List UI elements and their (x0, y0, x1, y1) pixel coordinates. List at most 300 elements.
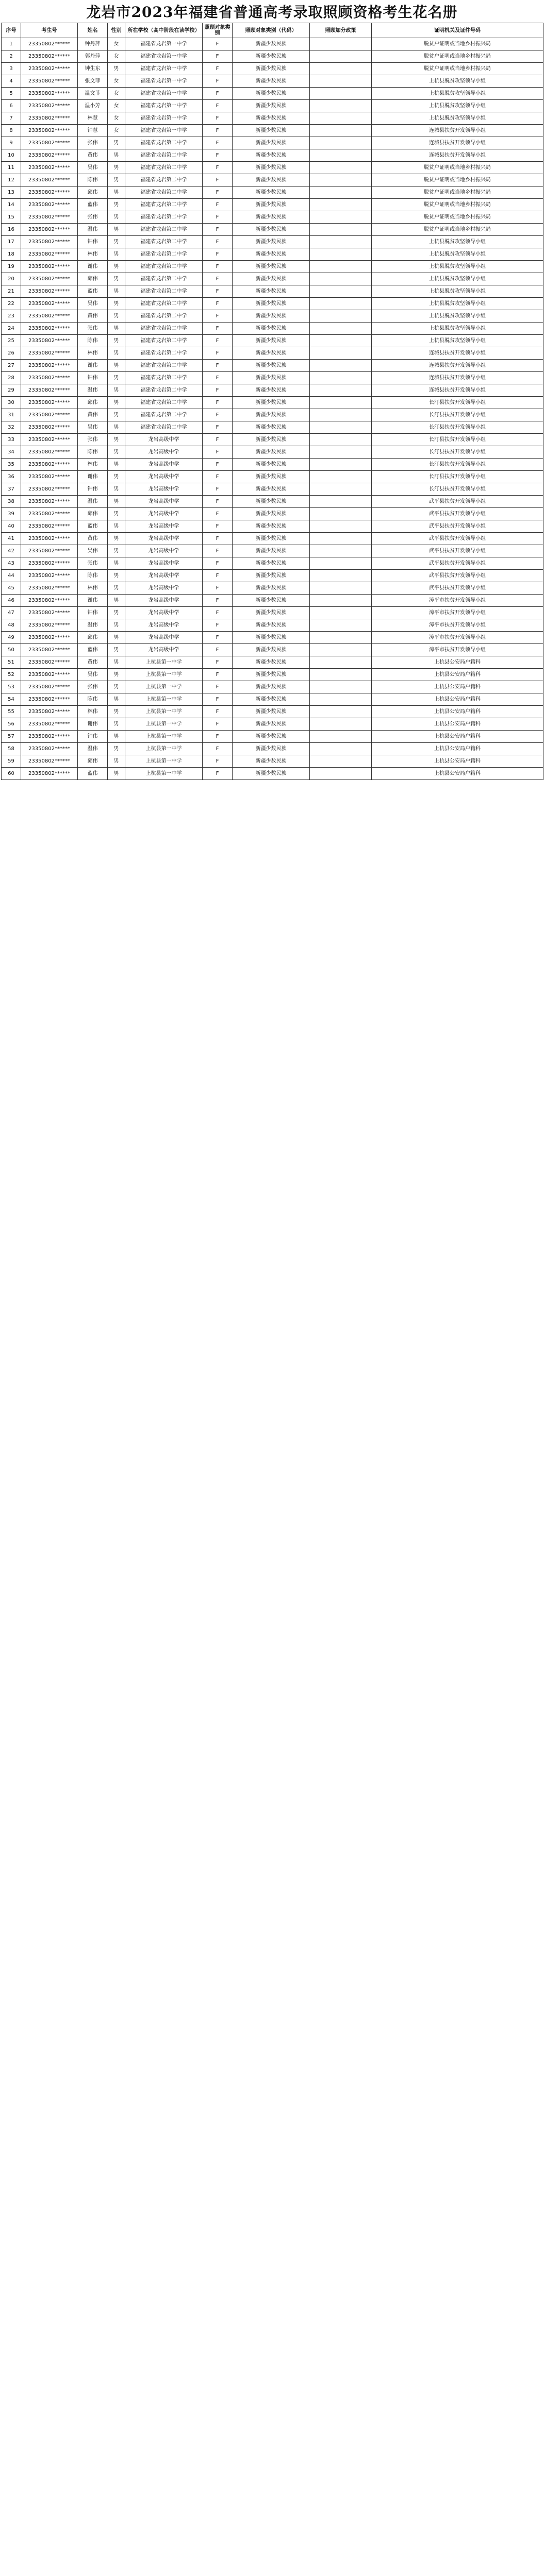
table-cell: 福建省龙岩第二中学 (125, 261, 203, 273)
table-cell: 38 (2, 496, 21, 508)
table-cell: 长汀县扶贫开发领导小组 (372, 446, 543, 459)
table-cell: 32 (2, 421, 21, 434)
table-cell: 新疆少数民族 (233, 520, 310, 533)
table-cell: F (203, 508, 233, 520)
table-cell (310, 298, 372, 310)
table-cell: F (203, 211, 233, 224)
table-cell: 男 (108, 360, 125, 372)
table-cell: 男 (108, 248, 125, 261)
table-cell: 新疆少数民族 (233, 446, 310, 459)
table-cell: 福建省龙岩第二中学 (125, 273, 203, 285)
table-cell: 福建省龙岩第二中学 (125, 335, 203, 347)
table-cell: 23350802****** (21, 459, 78, 471)
table-cell: 武平县扶贫开发领导小组 (372, 582, 543, 595)
table-cell (310, 669, 372, 681)
table-cell: 23350802****** (21, 669, 78, 681)
table-cell: 福建省龙岩第二中学 (125, 409, 203, 421)
table-cell (310, 187, 372, 199)
table-cell: 龙岩高级中学 (125, 434, 203, 446)
table-cell: 男 (108, 409, 125, 421)
table-cell: 23350802****** (21, 63, 78, 75)
table-row (2, 384, 543, 397)
table-cell: 新疆少数民族 (233, 570, 310, 582)
table-cell: 新疆少数民族 (233, 347, 310, 360)
table-cell: 钟伟 (78, 607, 108, 619)
table-cell: 23350802****** (21, 211, 78, 224)
table-cell: F (203, 632, 233, 644)
roster-table (1, 23, 543, 780)
table-cell: 男 (108, 582, 125, 595)
table-cell (310, 533, 372, 545)
column-header: 照顾对象类别 (203, 23, 233, 38)
table-cell: 吴伟 (78, 298, 108, 310)
table-cell: 新疆少数民族 (233, 619, 310, 632)
table-cell: 张伟 (78, 323, 108, 335)
table-cell: 男 (108, 199, 125, 211)
table-row (2, 570, 543, 582)
table-row (2, 38, 543, 50)
table-cell: 新疆少数民族 (233, 743, 310, 755)
table-cell: 10 (2, 149, 21, 162)
table-cell: 龙岩高级中学 (125, 570, 203, 582)
table-cell: 温文菲 (78, 88, 108, 100)
table-cell: 福建省龙岩第二中学 (125, 347, 203, 360)
table-cell: 吴伟 (78, 669, 108, 681)
table-cell: 邱伟 (78, 187, 108, 199)
table-cell: 上杭县脱贫攻坚领导小组 (372, 112, 543, 125)
table-cell (310, 582, 372, 595)
table-cell: F (203, 607, 233, 619)
table-cell: 13 (2, 187, 21, 199)
column-header: 考生号 (21, 23, 78, 38)
table-cell: 福建省龙岩第二中学 (125, 360, 203, 372)
table-cell: F (203, 88, 233, 100)
table-cell: 男 (108, 557, 125, 570)
table-cell: 23350802****** (21, 755, 78, 768)
table-cell: 23350802****** (21, 508, 78, 520)
table-row (2, 360, 543, 372)
table-cell: 23350802****** (21, 582, 78, 595)
table-cell (310, 236, 372, 248)
table-cell: 23350802****** (21, 112, 78, 125)
table-cell: 上杭县公安局户籍科 (372, 718, 543, 731)
table-cell: 新疆少数民族 (233, 693, 310, 706)
table-cell: 上杭县第一中学 (125, 755, 203, 768)
table-cell: 漳平市扶贫开发领导小组 (372, 607, 543, 619)
table-cell: 23350802****** (21, 619, 78, 632)
table-cell: 23350802****** (21, 471, 78, 483)
table-cell: 51 (2, 656, 21, 669)
table-cell: 龙岩高级中学 (125, 557, 203, 570)
table-cell: 新疆少数民族 (233, 162, 310, 174)
table-cell: 23350802****** (21, 137, 78, 149)
table-row (2, 582, 543, 595)
table-row (2, 743, 543, 755)
table-cell: 53 (2, 681, 21, 693)
table-cell: 29 (2, 384, 21, 397)
table-cell: 脱贫户证明或当地乡村振兴局 (372, 199, 543, 211)
table-cell: 温伟 (78, 496, 108, 508)
table-cell: 60 (2, 768, 21, 780)
table-cell: 23350802****** (21, 38, 78, 50)
table-cell: 福建省龙岩第一中学 (125, 88, 203, 100)
column-header: 照顾对象类别（代码） (233, 23, 310, 38)
table-cell: 温小芳 (78, 100, 108, 112)
table-cell: F (203, 397, 233, 409)
table-cell: 男 (108, 347, 125, 360)
table-cell: 张伟 (78, 557, 108, 570)
table-cell: 30 (2, 397, 21, 409)
column-header: 姓名 (78, 23, 108, 38)
table-cell: 脱贫户证明或当地乡村振兴局 (372, 211, 543, 224)
table-cell: 2 (2, 50, 21, 63)
table-cell: 男 (108, 706, 125, 718)
table-cell: 23350802****** (21, 557, 78, 570)
table-cell (310, 199, 372, 211)
table-cell: 漳平市扶贫开发领导小组 (372, 644, 543, 656)
table-cell: F (203, 434, 233, 446)
table-cell: 女 (108, 50, 125, 63)
table-cell: 上杭县脱贫攻坚领导小组 (372, 75, 543, 88)
table-cell: 7 (2, 112, 21, 125)
table-cell: F (203, 446, 233, 459)
table-cell: 男 (108, 162, 125, 174)
table-cell (310, 100, 372, 112)
table-cell: 上杭县脱贫攻坚领导小组 (372, 100, 543, 112)
table-cell: F (203, 570, 233, 582)
table-cell: 郭丹萍 (78, 50, 108, 63)
table-cell: 1 (2, 38, 21, 50)
table-cell: F (203, 261, 233, 273)
table-cell: 男 (108, 174, 125, 187)
table-cell: 脱贫户证明或当地乡村振兴局 (372, 38, 543, 50)
table-cell: 男 (108, 595, 125, 607)
table-cell (310, 88, 372, 100)
table-cell: 陈伟 (78, 446, 108, 459)
table-cell: 男 (108, 323, 125, 335)
table-cell: 49 (2, 632, 21, 644)
table-cell: 男 (108, 298, 125, 310)
table-cell: 男 (108, 63, 125, 75)
table-cell: 上杭县脱贫攻坚领导小组 (372, 323, 543, 335)
table-cell (310, 471, 372, 483)
table-cell: 新疆少数民族 (233, 63, 310, 75)
table-cell: 40 (2, 520, 21, 533)
table-cell: F (203, 533, 233, 545)
table-cell: 男 (108, 273, 125, 285)
table-cell: 新疆少数民族 (233, 174, 310, 187)
table-cell (310, 409, 372, 421)
table-cell: 37 (2, 483, 21, 496)
table-cell: 男 (108, 285, 125, 298)
table-cell: 福建省龙岩第一中学 (125, 75, 203, 88)
table-cell: F (203, 162, 233, 174)
table-cell: 23350802****** (21, 632, 78, 644)
table-cell: 新疆少数民族 (233, 471, 310, 483)
table-cell: 23350802****** (21, 533, 78, 545)
table-cell: F (203, 112, 233, 125)
table-cell: 23350802****** (21, 88, 78, 100)
table-cell: 钟丹萍 (78, 38, 108, 50)
table-row (2, 285, 543, 298)
table-cell: 陈伟 (78, 570, 108, 582)
table-cell: 福建省龙岩第一中学 (125, 38, 203, 50)
table-cell: 男 (108, 545, 125, 557)
table-cell: 新疆少数民族 (233, 607, 310, 619)
table-cell: 新疆少数民族 (233, 595, 310, 607)
table-cell: 15 (2, 211, 21, 224)
table-cell: 39 (2, 508, 21, 520)
table-cell: 23350802****** (21, 384, 78, 397)
table-cell: 武平县扶贫开发领导小组 (372, 508, 543, 520)
table-cell: 新疆少数民族 (233, 88, 310, 100)
table-cell (310, 595, 372, 607)
table-cell: 男 (108, 743, 125, 755)
table-cell: 龙岩高级中学 (125, 619, 203, 632)
table-cell: F (203, 273, 233, 285)
table-cell: 新疆少数民族 (233, 323, 310, 335)
table-row (2, 768, 543, 780)
table-cell: 23350802****** (21, 409, 78, 421)
table-row (2, 100, 543, 112)
table-cell (310, 619, 372, 632)
table-cell: 新疆少数民族 (233, 335, 310, 347)
table-cell: 新疆少数民族 (233, 768, 310, 780)
table-cell: 23350802****** (21, 125, 78, 137)
table-cell (310, 347, 372, 360)
table-cell: 蓝伟 (78, 520, 108, 533)
table-row (2, 607, 543, 619)
table-cell: 男 (108, 224, 125, 236)
table-cell: 上杭县第一中学 (125, 693, 203, 706)
table-cell: 新疆少数民族 (233, 261, 310, 273)
table-cell: 新疆少数民族 (233, 669, 310, 681)
table-cell: 5 (2, 88, 21, 100)
table-cell: 36 (2, 471, 21, 483)
table-cell: 连城县扶贫开发领导小组 (372, 149, 543, 162)
table-cell: 23350802****** (21, 236, 78, 248)
table-cell: 26 (2, 347, 21, 360)
table-cell: 邱伟 (78, 508, 108, 520)
table-cell: 温伟 (78, 224, 108, 236)
table-cell: F (203, 298, 233, 310)
table-cell: 林伟 (78, 347, 108, 360)
table-cell (310, 644, 372, 656)
table-cell: 女 (108, 100, 125, 112)
table-cell: 35 (2, 459, 21, 471)
table-cell: 福建省龙岩第一中学 (125, 112, 203, 125)
table-cell: 新疆少数民族 (233, 656, 310, 669)
table-cell: 武平县扶贫开发领导小组 (372, 570, 543, 582)
table-cell: 27 (2, 360, 21, 372)
table-cell: F (203, 50, 233, 63)
table-cell: 22 (2, 298, 21, 310)
table-cell (310, 656, 372, 669)
table-cell: 新疆少数民族 (233, 421, 310, 434)
table-cell: 福建省龙岩第二中学 (125, 137, 203, 149)
table-cell: 新疆少数民族 (233, 545, 310, 557)
table-cell: F (203, 681, 233, 693)
table-cell: 脱贫户证明或当地乡村振兴局 (372, 224, 543, 236)
table-cell: 长汀县扶贫开发领导小组 (372, 409, 543, 421)
table-cell (310, 483, 372, 496)
table-cell: 连城县扶贫开发领导小组 (372, 125, 543, 137)
table-cell: 上杭县脱贫攻坚领导小组 (372, 285, 543, 298)
table-cell: F (203, 125, 233, 137)
table-cell (310, 162, 372, 174)
table-cell: 23350802****** (21, 607, 78, 619)
table-cell: 新疆少数民族 (233, 434, 310, 446)
table-cell: 23350802****** (21, 644, 78, 656)
table-row (2, 545, 543, 557)
table-row (2, 508, 543, 520)
table-cell: 23350802****** (21, 693, 78, 706)
table-cell: 福建省龙岩第二中学 (125, 236, 203, 248)
table-cell: 55 (2, 706, 21, 718)
table-cell: 上杭县第一中学 (125, 706, 203, 718)
table-row (2, 681, 543, 693)
table-cell: 龙岩高级中学 (125, 582, 203, 595)
table-cell: 上杭县脱贫攻坚领导小组 (372, 298, 543, 310)
table-cell: 龙岩高级中学 (125, 446, 203, 459)
table-cell: 林伟 (78, 459, 108, 471)
table-cell (310, 607, 372, 619)
table-cell: 男 (108, 236, 125, 248)
table-cell: 男 (108, 533, 125, 545)
table-cell: 谢伟 (78, 360, 108, 372)
table-cell (310, 248, 372, 261)
table-cell: 21 (2, 285, 21, 298)
table-cell: 男 (108, 137, 125, 149)
table-cell: 23350802****** (21, 434, 78, 446)
table-cell: F (203, 656, 233, 669)
table-cell: 23350802****** (21, 100, 78, 112)
table-cell: 武平县扶贫开发领导小组 (372, 520, 543, 533)
table-cell: 45 (2, 582, 21, 595)
table-cell (310, 261, 372, 273)
table-cell: 脱贫户证明或当地乡村振兴局 (372, 50, 543, 63)
table-cell: F (203, 310, 233, 323)
table-cell: 长汀县扶贫开发领导小组 (372, 421, 543, 434)
table-cell: 谢伟 (78, 595, 108, 607)
table-cell: 23350802****** (21, 149, 78, 162)
table-row (2, 409, 543, 421)
table-cell: 新疆少数民族 (233, 38, 310, 50)
table-cell: 上杭县公安局户籍科 (372, 693, 543, 706)
table-cell (310, 508, 372, 520)
table-cell (310, 693, 372, 706)
column-header: 证明机关及证件号码 (372, 23, 543, 38)
table-cell: 23 (2, 310, 21, 323)
table-row (2, 520, 543, 533)
table-cell (310, 211, 372, 224)
table-cell: F (203, 174, 233, 187)
table-cell: F (203, 706, 233, 718)
table-cell: F (203, 483, 233, 496)
table-row (2, 187, 543, 199)
table-cell: 男 (108, 755, 125, 768)
table-cell: F (203, 718, 233, 731)
table-cell: 17 (2, 236, 21, 248)
table-cell: 56 (2, 718, 21, 731)
table-cell: 林伟 (78, 706, 108, 718)
table-cell: 武平县扶贫开发领导小组 (372, 557, 543, 570)
table-cell: F (203, 347, 233, 360)
table-cell: 23350802****** (21, 743, 78, 755)
table-cell: 男 (108, 669, 125, 681)
column-header: 性别 (108, 23, 125, 38)
table-cell: 新疆少数民族 (233, 125, 310, 137)
table-cell (310, 743, 372, 755)
table-cell (310, 397, 372, 409)
table-cell: 女 (108, 125, 125, 137)
table-cell: 钟伟 (78, 236, 108, 248)
table-row (2, 731, 543, 743)
table-cell: 福建省龙岩第二中学 (125, 224, 203, 236)
table-cell: 23350802****** (21, 273, 78, 285)
table-cell: 23350802****** (21, 224, 78, 236)
table-cell: 男 (108, 187, 125, 199)
table-cell: F (203, 285, 233, 298)
table-cell: 长汀县扶贫开发领导小组 (372, 397, 543, 409)
table-cell: F (203, 63, 233, 75)
table-cell: 46 (2, 595, 21, 607)
table-cell: 上杭县脱贫攻坚领导小组 (372, 236, 543, 248)
table-cell: 男 (108, 483, 125, 496)
table-row (2, 669, 543, 681)
table-cell: 男 (108, 434, 125, 446)
table-cell (310, 75, 372, 88)
table-cell (310, 496, 372, 508)
table-cell: 连城县扶贫开发领导小组 (372, 372, 543, 384)
table-cell: 上杭县第一中学 (125, 743, 203, 755)
table-cell: 6 (2, 100, 21, 112)
table-cell: 新疆少数民族 (233, 731, 310, 743)
table-cell: 新疆少数民族 (233, 224, 310, 236)
table-cell: F (203, 520, 233, 533)
table-cell (310, 557, 372, 570)
table-row (2, 347, 543, 360)
table-cell: 钟慧 (78, 125, 108, 137)
table-cell: F (203, 421, 233, 434)
table-cell: 漳平市扶贫开发领导小组 (372, 632, 543, 644)
table-cell: 23350802****** (21, 656, 78, 669)
table-cell: 福建省龙岩第二中学 (125, 298, 203, 310)
table-cell (310, 335, 372, 347)
table-cell: 23350802****** (21, 298, 78, 310)
table-cell: F (203, 38, 233, 50)
table-cell: 新疆少数民族 (233, 496, 310, 508)
table-cell: 谢伟 (78, 718, 108, 731)
table-cell: 林伟 (78, 582, 108, 595)
table-cell: F (203, 224, 233, 236)
table-cell: 上杭县第一中学 (125, 669, 203, 681)
table-cell (310, 63, 372, 75)
table-cell: 23350802****** (21, 323, 78, 335)
table-cell: 福建省龙岩第一中学 (125, 63, 203, 75)
table-cell: 54 (2, 693, 21, 706)
table-cell: 男 (108, 149, 125, 162)
table-cell: F (203, 409, 233, 421)
table-cell: 新疆少数民族 (233, 681, 310, 693)
table-cell: 吴伟 (78, 162, 108, 174)
table-cell: 漳平市扶贫开发领导小组 (372, 595, 543, 607)
table-cell: 3 (2, 63, 21, 75)
table-cell: 福建省龙岩第一中学 (125, 125, 203, 137)
table-row (2, 224, 543, 236)
table-cell: 上杭县公安局户籍科 (372, 743, 543, 755)
table-cell: 男 (108, 632, 125, 644)
